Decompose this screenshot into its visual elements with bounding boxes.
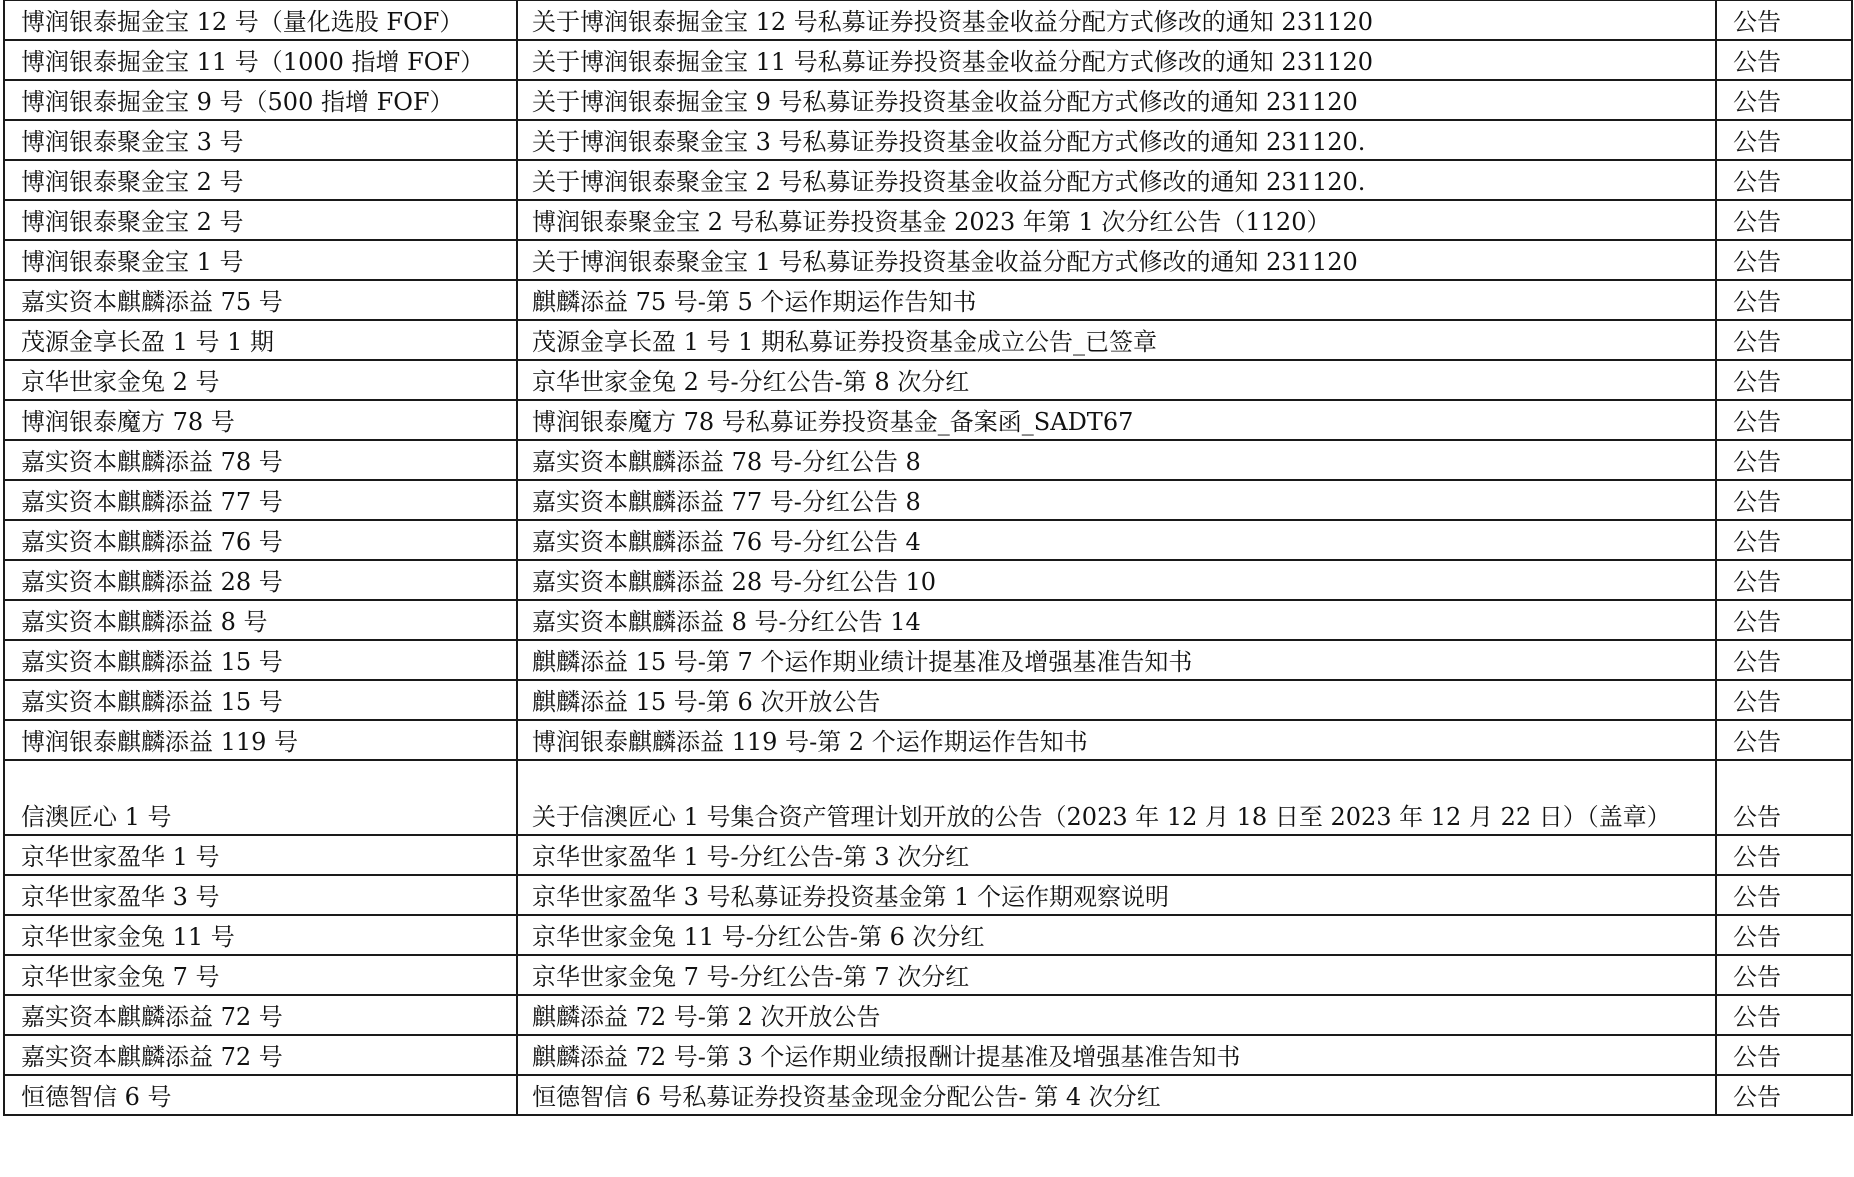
announcement-type-cell: 公告 [1716,240,1852,280]
fund-name-cell: 博润银泰聚金宝 1 号 [4,240,517,280]
announcement-title-cell: 麒麟添益 72 号-第 2 次开放公告 [517,995,1716,1035]
announcement-type-cell: 公告 [1716,200,1852,240]
fund-name-cell: 信澳匠心 1 号 [4,760,517,835]
table-row [4,480,1852,520]
fund-name-cell: 京华世家金兔 11 号 [4,915,517,955]
fund-name-cell: 博润银泰麒麟添益 119 号 [4,720,517,760]
fund-name-cell: 嘉实资本麒麟添益 76 号 [4,520,517,560]
fund-name-cell: 嘉实资本麒麟添益 72 号 [4,995,517,1035]
announcement-type-cell: 公告 [1716,280,1852,320]
announcement-title-cell: 嘉实资本麒麟添益 28 号-分红公告 10 [517,560,1716,600]
announcement-title-cell: 茂源金享长盈 1 号 1 期私募证券投资基金成立公告_已签章 [517,320,1716,360]
fund-name-cell: 博润银泰聚金宝 2 号 [4,160,517,200]
announcement-title-cell: 博润银泰聚金宝 2 号私募证券投资基金 2023 年第 1 次分红公告（1120） [517,200,1716,240]
fund-name-cell: 博润银泰聚金宝 2 号 [4,200,517,240]
table-row [4,240,1852,280]
announcement-title-cell: 关于博润银泰聚金宝 2 号私募证券投资基金收益分配方式修改的通知 231120. [517,160,1716,200]
announcement-type-cell: 公告 [1716,600,1852,640]
table-row [4,360,1852,400]
fund-name-cell: 京华世家金兔 7 号 [4,955,517,995]
table-row [4,915,1852,955]
table-row [4,440,1852,480]
announcement-type-cell: 公告 [1716,680,1852,720]
fund-name-cell: 博润银泰魔方 78 号 [4,400,517,440]
announcement-type-cell: 公告 [1716,1075,1852,1115]
announcement-type-cell: 公告 [1716,560,1852,600]
fund-name-cell: 嘉实资本麒麟添益 15 号 [4,680,517,720]
announcement-title-cell: 京华世家金兔 11 号-分红公告-第 6 次分红 [517,915,1716,955]
fund-name-cell: 博润银泰掘金宝 12 号（量化选股 FOF） [4,0,517,40]
fund-name-cell: 京华世家金兔 2 号 [4,360,517,400]
fund-name-cell: 博润银泰聚金宝 3 号 [4,120,517,160]
table-row [4,995,1852,1035]
fund-name-cell: 嘉实资本麒麟添益 75 号 [4,280,517,320]
table-row [4,200,1852,240]
table-row [4,1075,1852,1115]
announcement-title-cell: 博润银泰麒麟添益 119 号-第 2 个运作期运作告知书 [517,720,1716,760]
fund-name-cell: 博润银泰掘金宝 11 号（1000 指增 FOF） [4,40,517,80]
table-row [4,560,1852,600]
announcement-title-cell: 京华世家金兔 7 号-分红公告-第 7 次分红 [517,955,1716,995]
fund-name-cell: 嘉实资本麒麟添益 72 号 [4,1035,517,1075]
table-row [4,1035,1852,1075]
fund-name-cell: 嘉实资本麒麟添益 15 号 [4,640,517,680]
announcement-type-cell: 公告 [1716,160,1852,200]
announcement-type-cell: 公告 [1716,760,1852,835]
announcement-type-cell: 公告 [1716,640,1852,680]
announcement-type-cell: 公告 [1716,875,1852,915]
announcement-type-cell: 公告 [1716,440,1852,480]
fund-name-cell: 京华世家盈华 1 号 [4,835,517,875]
announcement-type-cell: 公告 [1716,835,1852,875]
announcement-type-cell: 公告 [1716,0,1852,40]
announcement-type-cell: 公告 [1716,915,1852,955]
fund-name-cell: 嘉实资本麒麟添益 28 号 [4,560,517,600]
announcement-type-cell: 公告 [1716,120,1852,160]
announcement-title-cell: 关于信澳匠心 1 号集合资产管理计划开放的公告（2023 年 12 月 18 日至 2023 年 12 月 22 日）（盖章） [517,760,1716,835]
announcement-type-cell: 公告 [1716,320,1852,360]
announcement-title-cell: 嘉实资本麒麟添益 77 号-分红公告 8 [517,480,1716,520]
fund-name-cell: 嘉实资本麒麟添益 77 号 [4,480,517,520]
table-row [4,835,1852,875]
fund-name-cell: 嘉实资本麒麟添益 8 号 [4,600,517,640]
table-row [4,400,1852,440]
announcement-title-cell: 麒麟添益 15 号-第 6 次开放公告 [517,680,1716,720]
announcement-title-cell: 嘉实资本麒麟添益 78 号-分红公告 8 [517,440,1716,480]
announcement-type-cell: 公告 [1716,80,1852,120]
announcement-title-cell: 京华世家盈华 3 号私募证券投资基金第 1 个运作期观察说明 [517,875,1716,915]
table-row [4,0,1852,40]
table-row [4,160,1852,200]
announcement-title-cell: 关于博润银泰掘金宝 12 号私募证券投资基金收益分配方式修改的通知 231120 [517,0,1716,40]
announcement-title-cell: 麒麟添益 15 号-第 7 个运作期业绩计提基准及增强基准告知书 [517,640,1716,680]
announcement-table [3,0,1853,1116]
announcement-table-body [4,0,1852,1115]
announcement-title-cell: 恒德智信 6 号私募证券投资基金现金分配公告- 第 4 次分红 [517,1075,1716,1115]
table-row [4,280,1852,320]
announcement-title-cell: 博润银泰魔方 78 号私募证券投资基金_备案函_SADT67 [517,400,1716,440]
table-row [4,120,1852,160]
announcement-title-cell: 关于博润银泰掘金宝 11 号私募证券投资基金收益分配方式修改的通知 231120 [517,40,1716,80]
table-row [4,720,1852,760]
table-row [4,640,1852,680]
fund-name-cell: 茂源金享长盈 1 号 1 期 [4,320,517,360]
announcement-type-cell: 公告 [1716,720,1852,760]
fund-name-cell: 博润银泰掘金宝 9 号（500 指增 FOF） [4,80,517,120]
table-row [4,680,1852,720]
announcement-title-cell: 京华世家金兔 2 号-分红公告-第 8 次分红 [517,360,1716,400]
announcement-type-cell: 公告 [1716,360,1852,400]
announcement-type-cell: 公告 [1716,480,1852,520]
table-row [4,320,1852,360]
announcement-title-cell: 麒麟添益 72 号-第 3 个运作期业绩报酬计提基准及增强基准告知书 [517,1035,1716,1075]
table-row [4,80,1852,120]
fund-name-cell: 恒德智信 6 号 [4,1075,517,1115]
announcement-title-cell: 嘉实资本麒麟添益 76 号-分红公告 4 [517,520,1716,560]
announcement-title-cell: 关于博润银泰聚金宝 3 号私募证券投资基金收益分配方式修改的通知 231120. [517,120,1716,160]
table-row [4,760,1852,835]
announcement-type-cell: 公告 [1716,520,1852,560]
announcement-type-cell: 公告 [1716,400,1852,440]
announcement-title-cell: 麒麟添益 75 号-第 5 个运作期运作告知书 [517,280,1716,320]
announcement-title-cell: 关于博润银泰掘金宝 9 号私募证券投资基金收益分配方式修改的通知 231120 [517,80,1716,120]
announcement-type-cell: 公告 [1716,955,1852,995]
announcement-type-cell: 公告 [1716,995,1852,1035]
announcement-title-cell: 嘉实资本麒麟添益 8 号-分红公告 14 [517,600,1716,640]
table-row [4,955,1852,995]
announcement-type-cell: 公告 [1716,40,1852,80]
table-row [4,600,1852,640]
fund-name-cell: 京华世家盈华 3 号 [4,875,517,915]
announcement-title-cell: 关于博润银泰聚金宝 1 号私募证券投资基金收益分配方式修改的通知 231120 [517,240,1716,280]
fund-name-cell: 嘉实资本麒麟添益 78 号 [4,440,517,480]
announcement-title-cell: 京华世家盈华 1 号-分红公告-第 3 次分红 [517,835,1716,875]
announcement-type-cell: 公告 [1716,1035,1852,1075]
table-row [4,40,1852,80]
table-row [4,520,1852,560]
table-row [4,875,1852,915]
